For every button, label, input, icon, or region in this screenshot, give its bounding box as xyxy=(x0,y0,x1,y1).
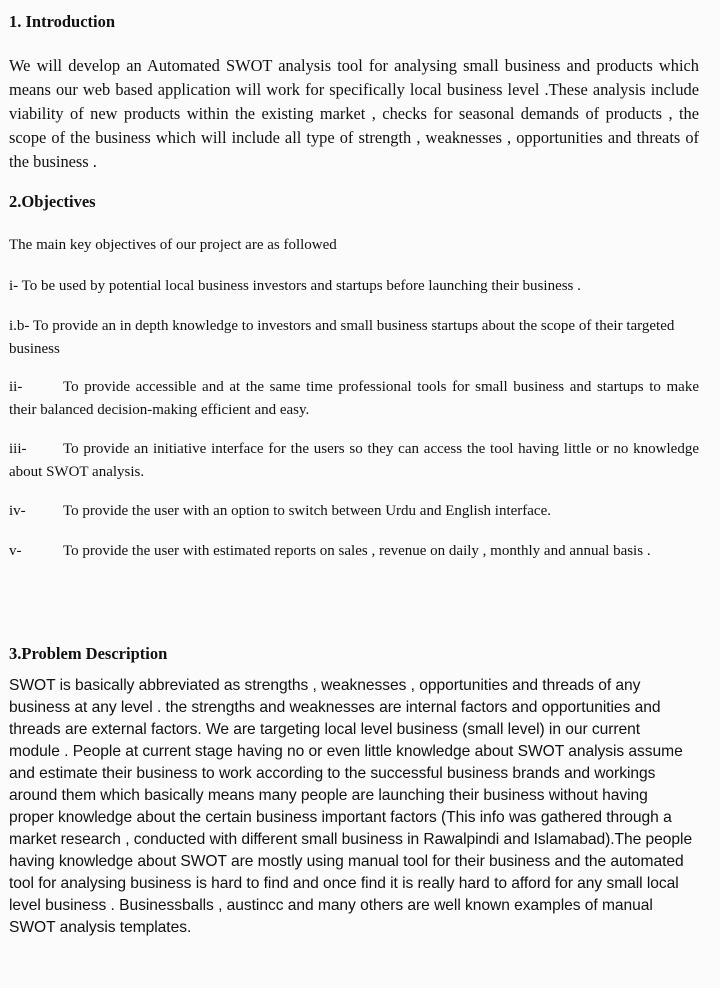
objective-text: To provide accessible and at the same time professional tools for small business and startups to make their balanced decision-making efficient and easy. xyxy=(9,379,699,418)
objective-number: v- xyxy=(9,543,22,559)
problem-description-heading: 3.Problem Description xyxy=(9,644,168,663)
problem-description-paragraph: SWOT is basically abbreviated as strengths , weaknesses , opportunities and threads of any business at any level . the strengths and weaknesses are internal factors and opportunities and threads are external factors. We are targeting local level business (small level) in our current module . People at current stage having no or even little knowledge about SWOT analysis assume and estimate their business to work according to the successful business brands and workings around them which basically means many people are launching their business without having proper knowledge about the certain business important factors (This info was gathered through a market research , conducted with different small business in Rawalpindi and Islamabad).The people having knowledge about SWOT are mostly using manual tool for their business and the automated tool for analysing business is hard to find and once find it is really hard to afford for any small local level business . Businessballs , austincc and many others are well known examples of manual SWOT analysis templates. xyxy=(9,677,693,936)
introduction-heading: 1. Introduction xyxy=(9,12,116,31)
objective-number: iii- xyxy=(9,441,27,457)
objective-item-iv xyxy=(9,500,699,523)
objective-item-iii xyxy=(9,438,699,484)
objectives-intro: The main key objectives of our project are as followed xyxy=(9,237,337,253)
objectives-heading: 2.Objectives xyxy=(9,192,96,211)
objective-number: ii- xyxy=(9,379,23,395)
objective-text: To provide the user with an option to switch between Urdu and English interface. xyxy=(63,503,551,519)
objective-item-ii xyxy=(9,376,699,422)
objective-item-ib: i.b- To provide an in depth knowledge to investors and small business startups about the scope of their targeted business xyxy=(9,318,675,357)
objective-number: iv- xyxy=(9,503,26,519)
objective-text: To provide an initiative interface for the users so they can access the tool having little or no knowledge about SWOT analysis. xyxy=(9,441,699,480)
objective-text: To provide the user with estimated reports on sales , revenue on daily , monthly and annual basis . xyxy=(63,543,651,559)
objective-item-i: i- To be used by potential local business investors and startups before launching their business . xyxy=(9,278,581,294)
objective-item-v xyxy=(9,540,699,563)
introduction-paragraph: We will develop an Automated SWOT analysis tool for analysing small business and products which means our web based application will work for specifically local business level .These analysis include viability of new products within the existing market , checks for seasonal demands of products , the scope of the business which will include all type of strength , weaknesses , opportunities and threats of the business . xyxy=(9,56,699,171)
